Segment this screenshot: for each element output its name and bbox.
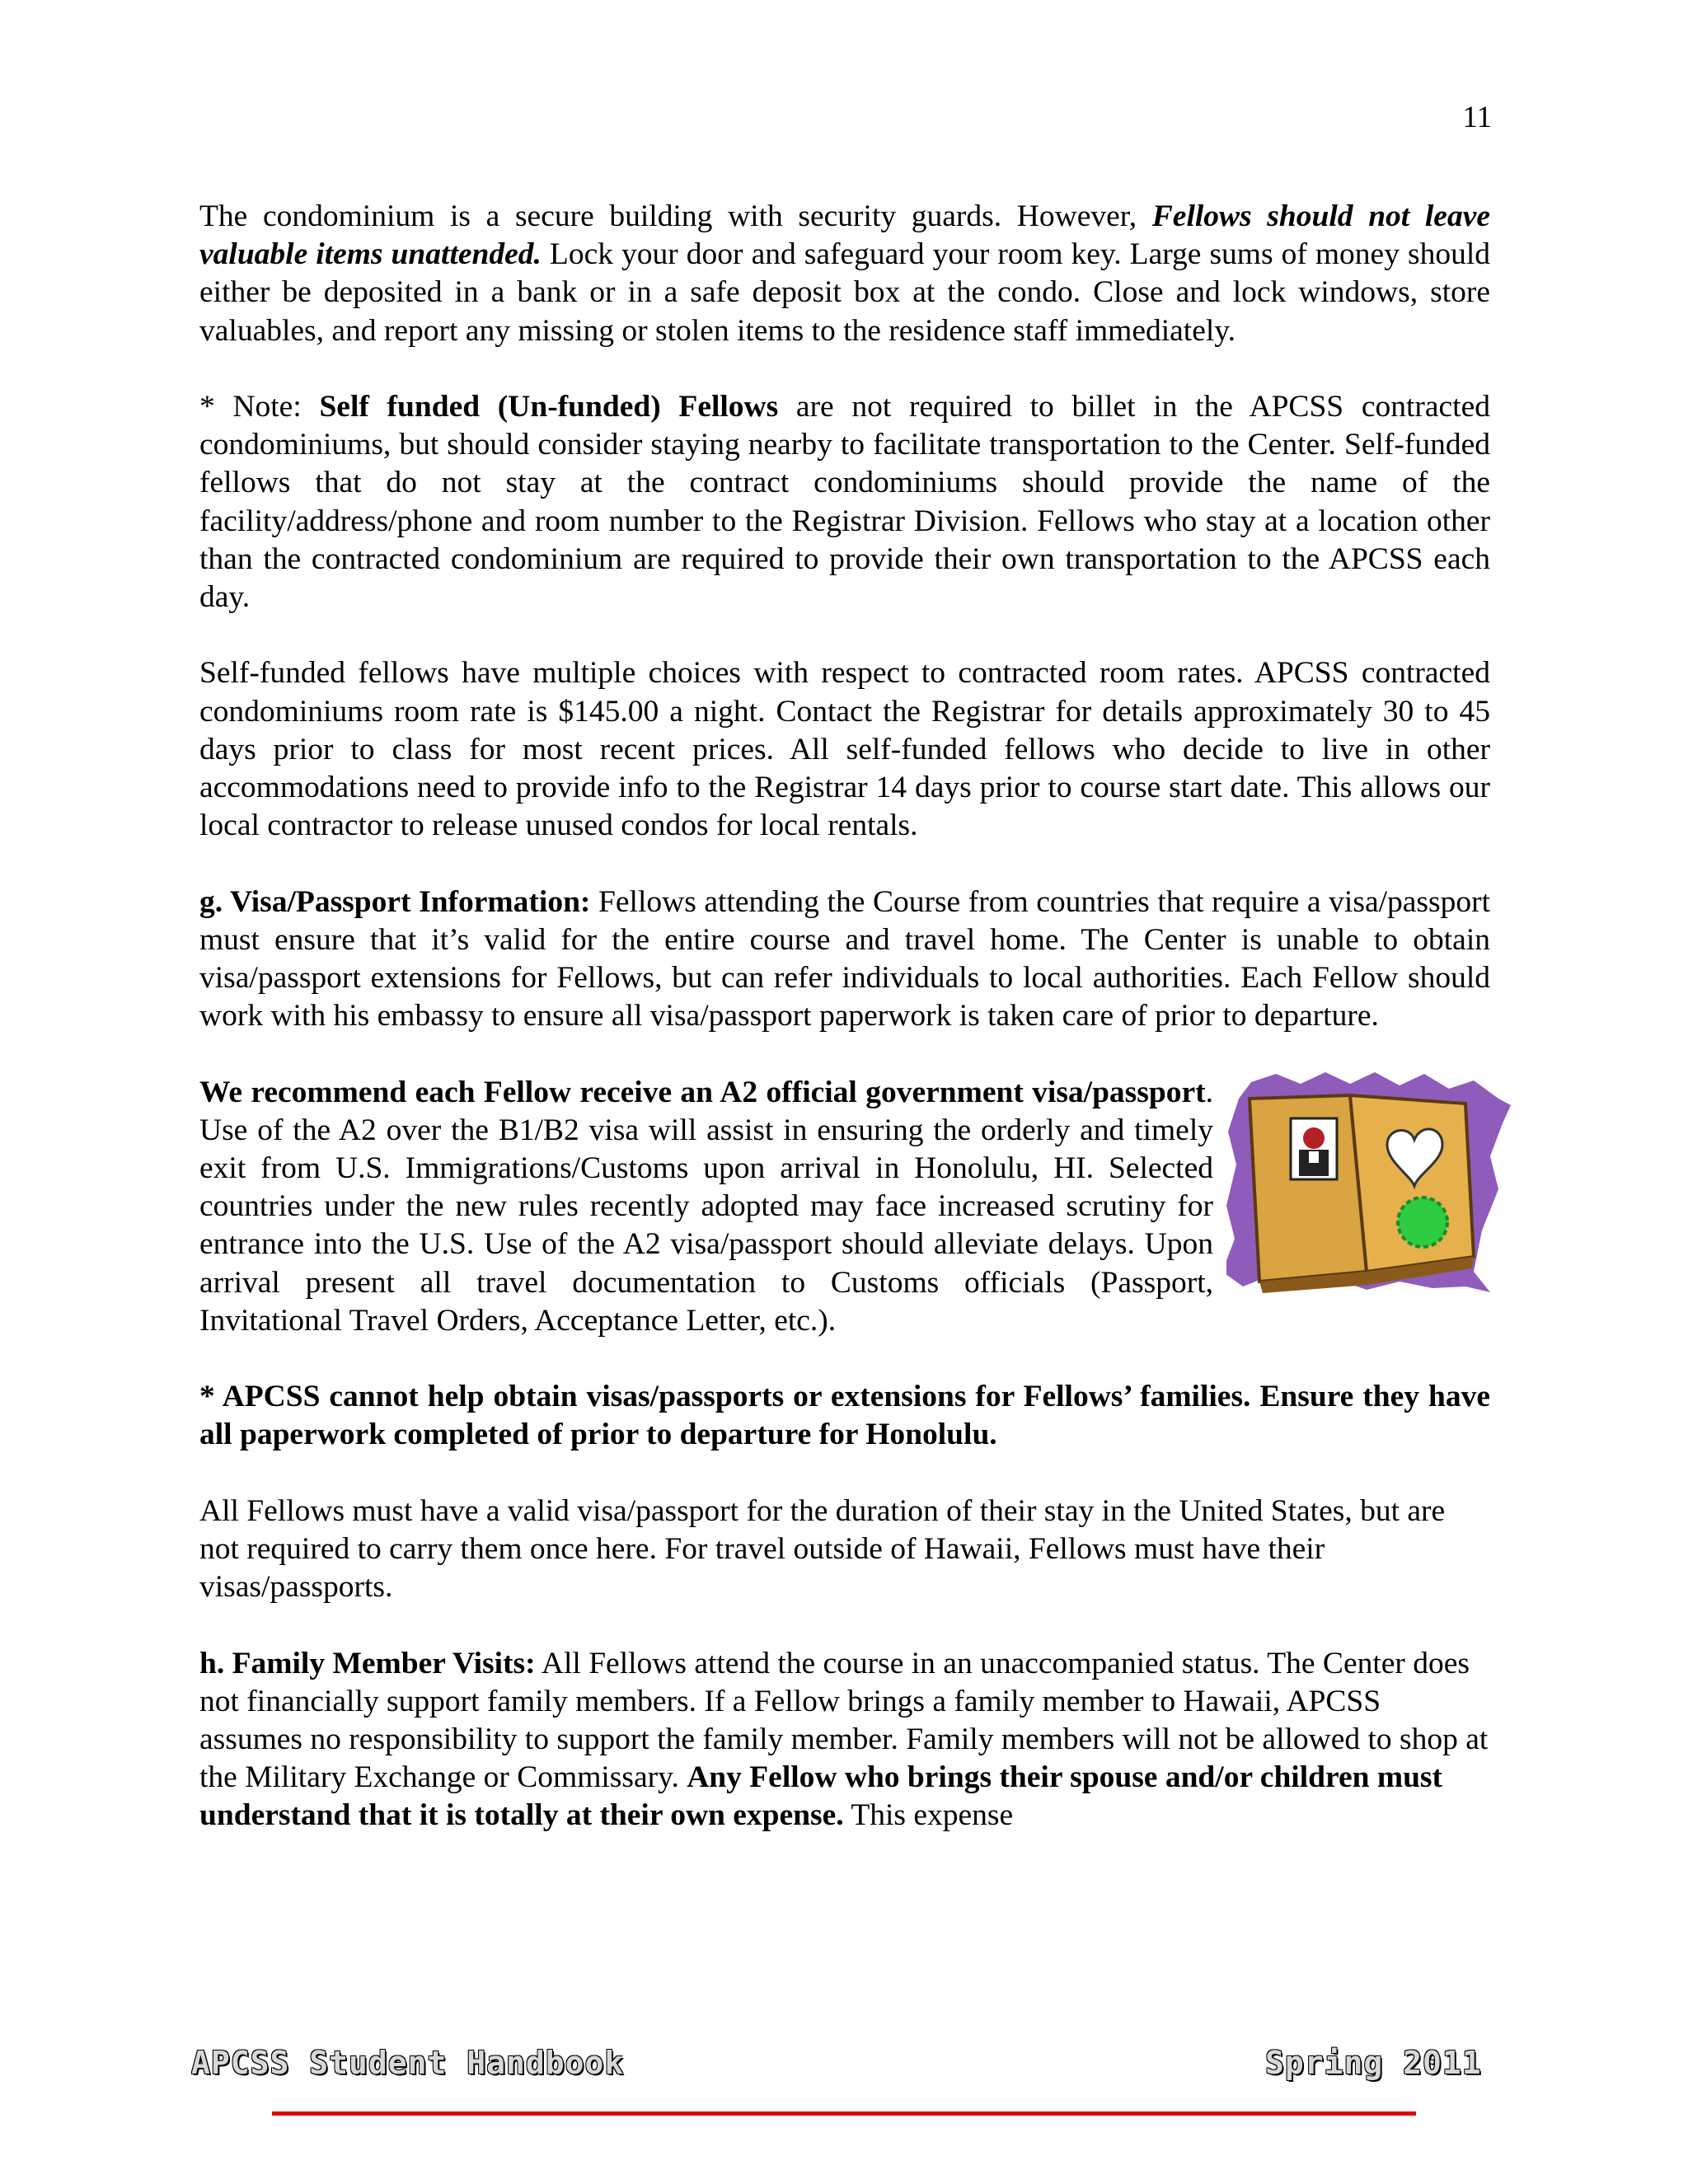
document-body — [199, 198, 1490, 1873]
visa-recommendation-bold: We recommend each Fellow receive an A2 official government visa/passport — [199, 1075, 1206, 1109]
note-text: are not required to billet in the APCSS contracted condominiums, but should consider staying nearby to facilitate transportation to the Center. Self-funded fellows that do not stay at the contract condominiums should provide the name of the facility/address/phone and room number to the Registrar Division. Fellows who stay at a location other than the contracted condominium are required to provide their own transportation to the APCSS each day. — [199, 390, 1490, 615]
passport-green-seal — [1398, 1197, 1447, 1247]
paragraph-family-visits — [199, 1645, 1490, 1835]
section-heading-family: h. Family Member Visits: — [199, 1646, 536, 1680]
paragraph-valid-visa: All Fellows must have a valid visa/passport for the duration of their stay in the United States, but are not required to carry them once here. For travel outside of Hawaii, Fellows must have their visas/passports. — [199, 1493, 1446, 1605]
paragraph-security-emphasis: Fellows should not leave valuable items unattended. — [199, 199, 1490, 272]
visa-recommendation-block — [199, 1074, 1490, 1340]
paragraph-self-funded-note — [199, 388, 1490, 616]
footer-term: Spring 2011 — [1265, 2045, 1482, 2081]
family-visits-bold: Any Fellow who brings their spouse and/or children must understand that it is totally at their own expense. — [199, 1760, 1443, 1833]
paragraph-room-rates: Self-funded fellows have multiple choices with respect to contracted room rates. APCSS contracted condominiums room rate is $145.00 a night. Contact the Registrar for details approximately 30 to 45 days prior to class for most recent prices. All self-funded fellows who decide to live in other accommodations need to provide info to the Registrar 14 days prior to course start date. This allows our local contractor to release unused condos for local rentals. — [199, 656, 1490, 843]
note-prefix: * Note: — [199, 390, 320, 424]
page-number: 11 — [1462, 101, 1492, 134]
visa-info-text: Fellows attending the Course from countries that require a visa/passport must ensure that it’s valid for the entire course and travel home. The Center is unable to obtain visa/passport extensions for Fellows, but can refer individuals to local authorities. Each Fellow should work with his embassy to ensure all visa/passport paperwork is taken care of prior to departure. — [199, 884, 1490, 1033]
passport-illustration-icon — [1226, 1066, 1515, 1305]
paragraph-security-text-1: The condominium is a secure building with security guards. However, — [199, 199, 1152, 233]
visa-recommendation-body: . Use of the A2 over the B1/B2 visa will assist in ensuring the orderly and timely exit from U.S. Immigrations/Customs upon arrival in Honolulu, HI. Selected countries under the new rules recently adopted may face increased scrutiny for entrance into the U.S. Use of the A2 visa/passport should alleviate delays. Upon arrival present all travel documentation to Customs officials (Passport, Invitational Travel Orders, Acceptance Letter, etc.). — [199, 1075, 1213, 1338]
family-visits-text-2: This expense — [843, 1798, 1014, 1833]
paragraph-family-visa-warning: * APCSS cannot help obtain visas/passports or extensions for Fellows’ families. Ensure they have all paperwork completed of prior to departure for Honolulu. — [199, 1380, 1490, 1452]
paragraph-security-text-2: Lock your door and safeguard your room key. Large sums of money should either be deposited in a bank or in a safe deposit box at the condo. Close and lock windows, store valuables, and report any missing or stolen items to the residence staff immediately. — [199, 237, 1491, 348]
paragraph-visa-info — [199, 883, 1490, 1036]
note-bold: Self funded (Un-funded) Fellows — [319, 390, 779, 424]
paragraph-security — [199, 198, 1490, 350]
section-heading-visa: g. Visa/Passport Information: — [199, 884, 591, 919]
footer-handbook-title: APCSS Student Handbook — [191, 2045, 625, 2081]
family-visits-text-1: All Fellows attend the course in an unaccompanied status. The Center does not financially support family members. If a Fellow brings a family member to Hawaii, APCSS assumes no responsibility to support the family member. Family members will not be allowed to shop at the Military Exchange or Commissary. — [199, 1646, 1489, 1795]
footer-divider — [272, 2111, 1416, 2116]
